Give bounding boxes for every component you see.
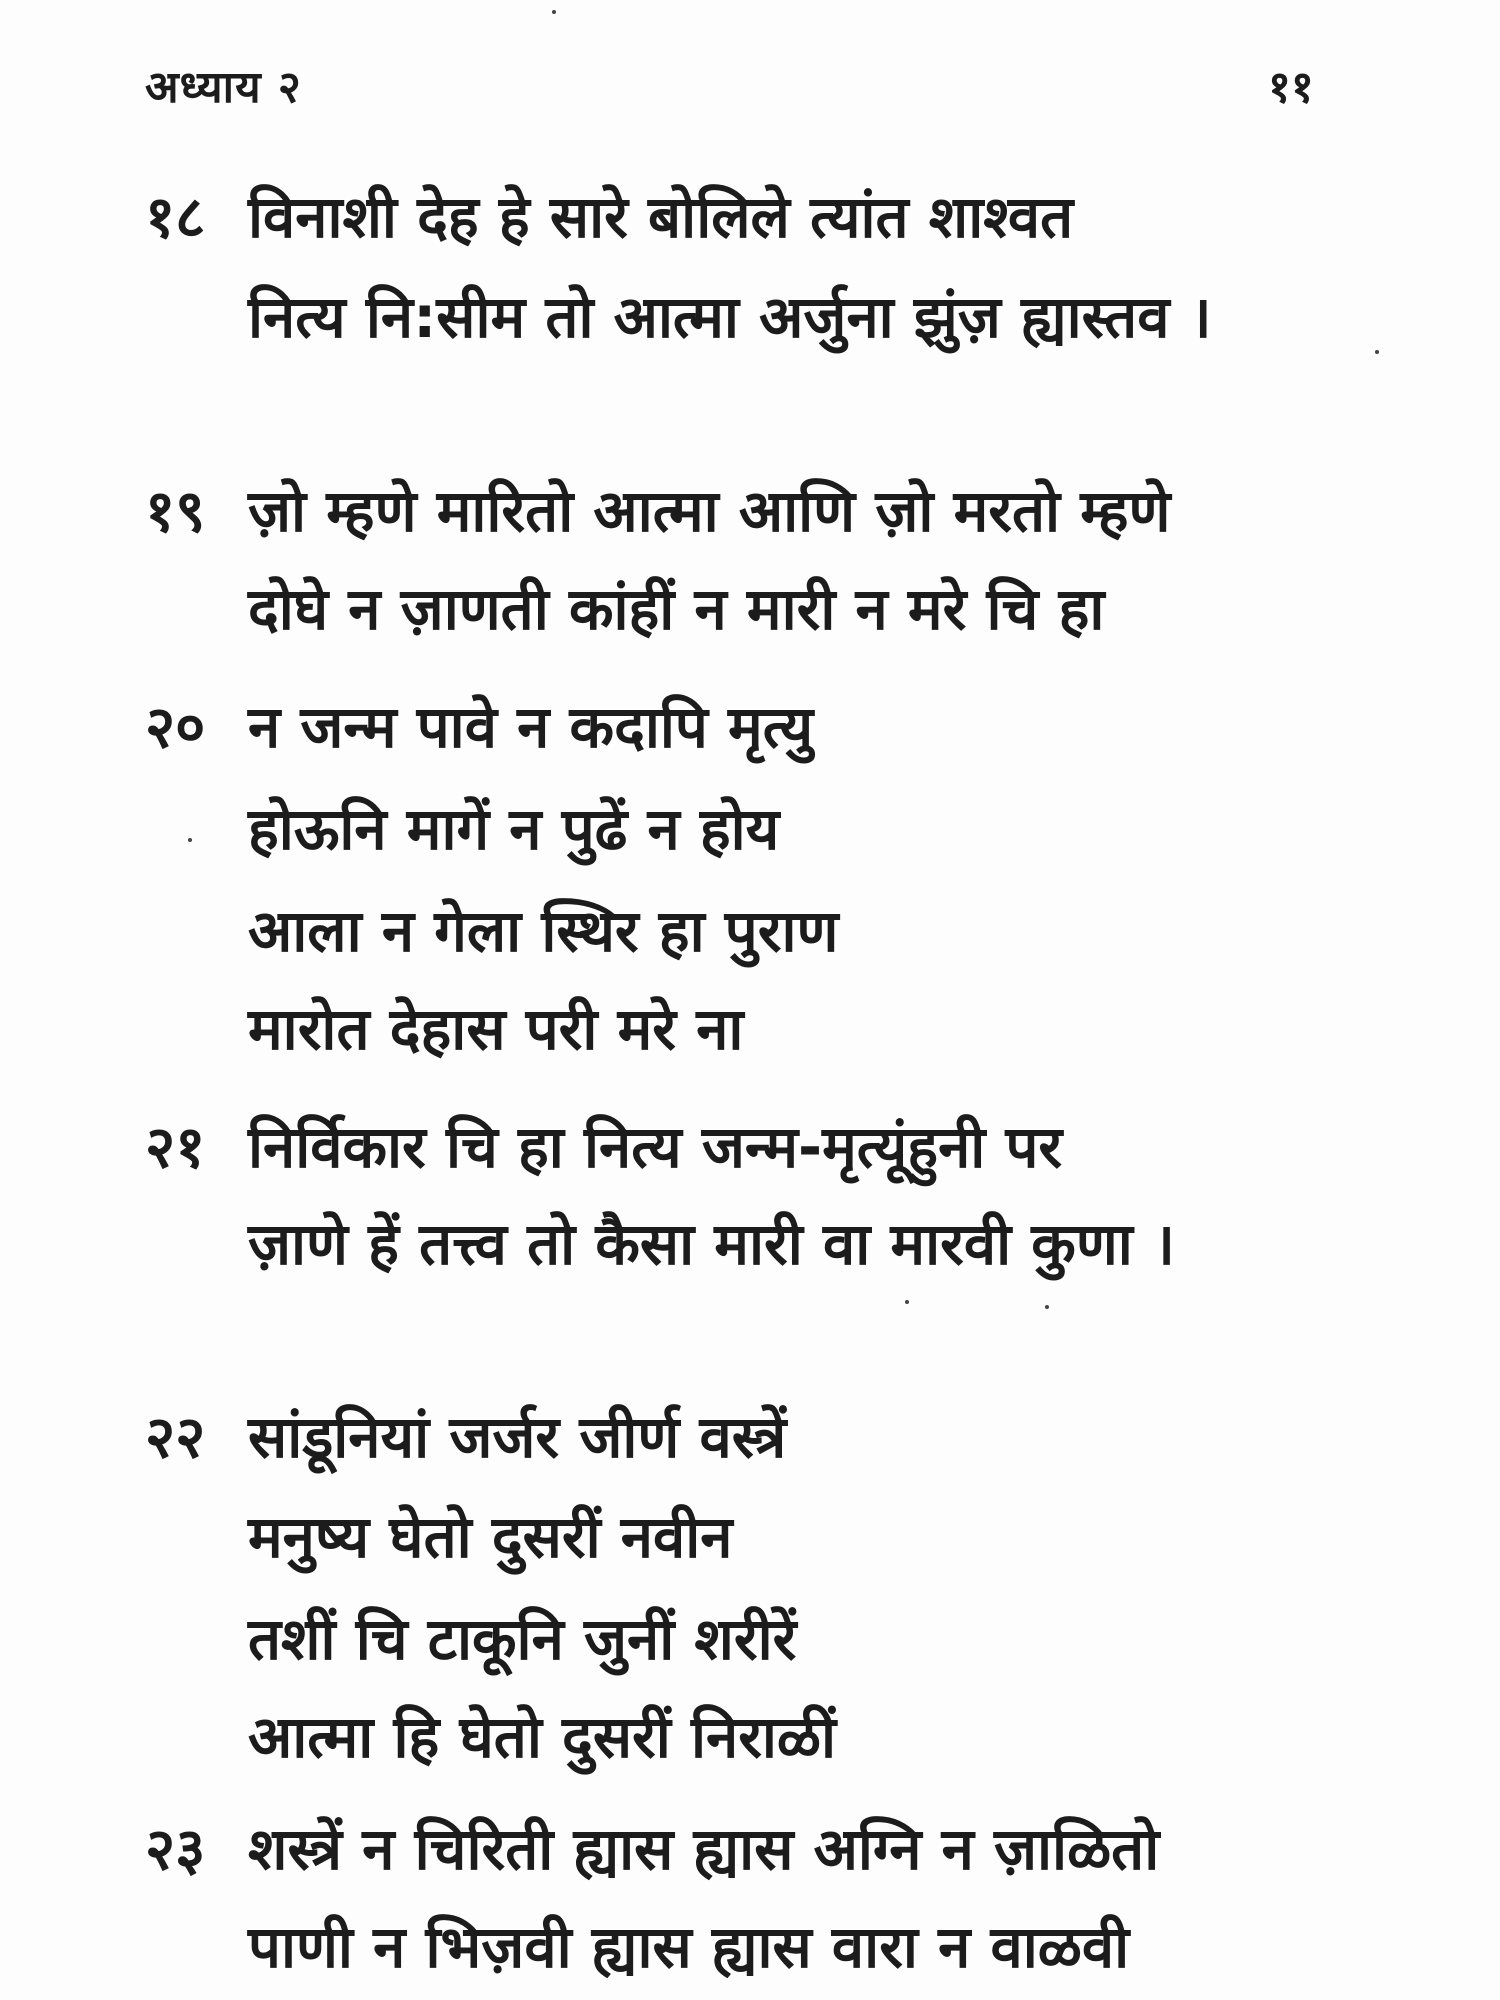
verse-line: पाणी न भिज़वी ह्यास ह्यास वारा न वाळवी <box>248 1913 1130 1981</box>
verse-line: मारोत देहास परी मरे ना <box>248 995 744 1063</box>
verse-line: विनाशी देह हे सारे बोलिले त्यांत शाश्वत <box>248 183 1074 251</box>
chapter-heading: अध्याय २ <box>145 62 302 113</box>
verse-line: आला न गेला स्थिर हा पुराण <box>248 897 839 965</box>
verse-line: शस्त्रें न चिरिती ह्यास ह्यास अग्नि न ज़ाळितो <box>248 1815 1160 1883</box>
verse-line: ज़ाणे हें तत्त्व तो कैसा मारी वा मारवी कुणा । <box>248 1210 1175 1278</box>
print-speck <box>905 1300 909 1304</box>
verse-line: दोघे न ज़ाणती कांहीं न मारी न मरे चि हा <box>248 575 1105 643</box>
verse-line: सांडूनियां जर्जर जीर्ण वस्त्रें <box>248 1403 787 1471</box>
verse-line: नित्य नि:सीम तो आत्मा अर्जुना झुंज़ ह्यास्तव । <box>248 283 1212 351</box>
verse-line: होऊनि मागें न पुढें न होय <box>248 795 780 863</box>
verse-number: १९ <box>145 477 206 545</box>
verse-line: निर्विकार चि हा नित्य जन्म-मृत्यूंहुनी पर <box>248 1113 1063 1181</box>
print-speck <box>188 838 192 842</box>
verse-number: २२ <box>145 1403 206 1471</box>
print-speck <box>1375 350 1379 354</box>
verse-line: आत्मा हि घेतो दुसरीं निराळीं <box>248 1703 837 1771</box>
page-number: ११ <box>1268 62 1314 113</box>
verse-line: तशीं चि टाकूनि जुनीं शरीरें <box>248 1605 797 1673</box>
verse-line: मनुष्य घेतो दुसरीं नवीन <box>248 1503 733 1571</box>
verse-number: २१ <box>145 1113 206 1181</box>
verse-number: १८ <box>145 183 206 251</box>
print-speck <box>1045 1305 1049 1309</box>
verse-number: २३ <box>145 1815 206 1883</box>
verse-line: न जन्म पावे न कदापि मृत्यु <box>248 693 814 761</box>
verse-number: २० <box>145 693 206 761</box>
verse-line: ज़ो म्हणे मारितो आत्मा आणि ज़ो मरतो म्हणे <box>248 477 1171 545</box>
print-speck <box>552 10 556 14</box>
